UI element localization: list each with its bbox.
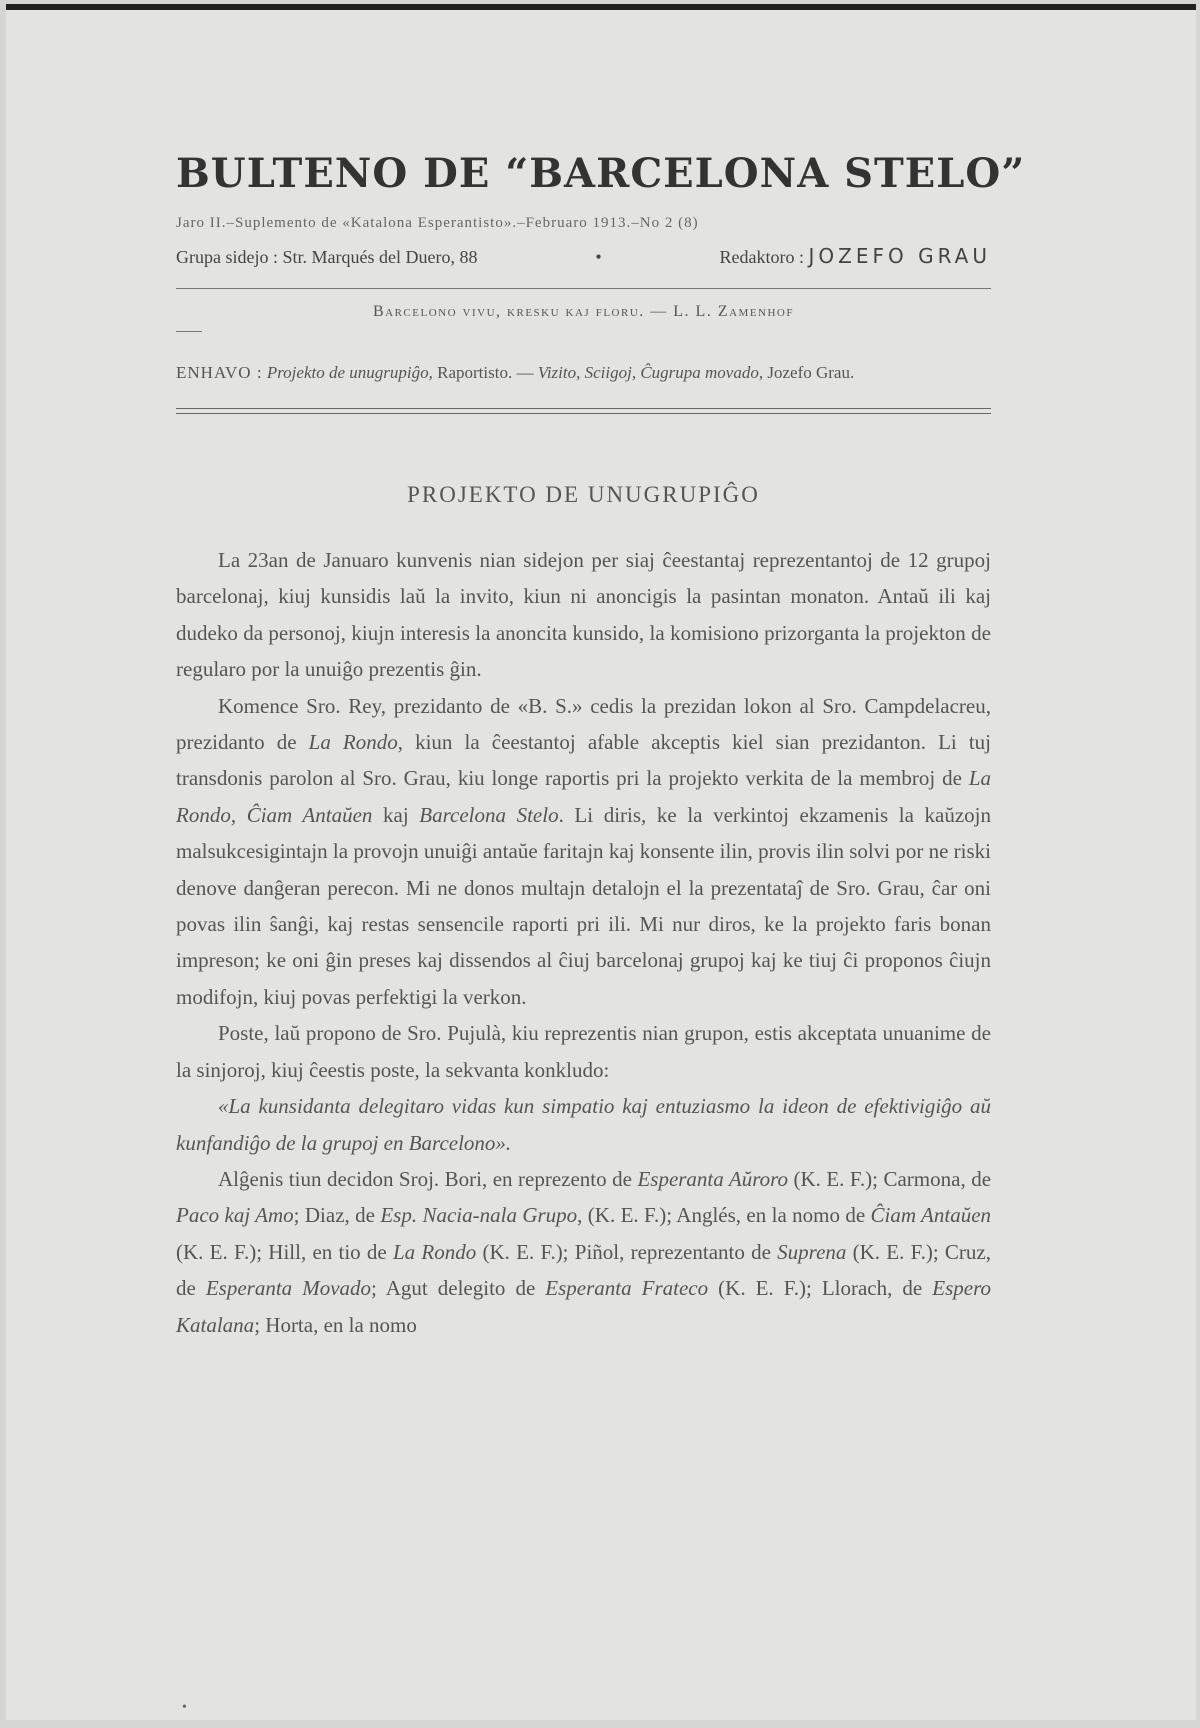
- contents-heading: ENHAVO :: [176, 363, 263, 382]
- paragraph-3: Poste, laŭ propono de Sro. Pujulà, kiu reprezentis nian grupon, estis akceptata unuanime de la sinjoroj, kiuj ĉeestis poste, la sekvanta konkludo:: [176, 1021, 991, 1082]
- contents-item-2-author: Jozefo Grau.: [767, 363, 855, 382]
- double-rule: [176, 408, 991, 414]
- contents-item-1: Projekto de unugrupiĝo,: [266, 363, 433, 382]
- quoted-conclusion: «La kunsidanta delegitaro vidas kun simpatio kaj entuziasmo la ideon de efektivigiĝo aŭ kunfandiĝo de la grupoj en Barcelono».: [176, 1094, 991, 1155]
- page-content: [176, 150, 1026, 1343]
- page-mark: •: [182, 1700, 187, 1715]
- separator-bullet: •: [595, 247, 602, 267]
- redaktoro: [720, 244, 991, 268]
- motto: Barcelono vivu, kresku kaj floru. — L. L. Zamenhof: [372, 303, 794, 320]
- article-body: [176, 542, 991, 1343]
- document-page: [6, 4, 1196, 1720]
- article-title: PROJEKTO DE UNUGRUPIĜO: [407, 482, 760, 507]
- redaktoro-name: JOZEFO GRAU: [808, 244, 991, 268]
- bulletin-title: BULTENO DE “BARCELONA STELO”: [176, 150, 1026, 197]
- contents-item-1-author: Raportisto. —: [437, 363, 534, 382]
- contents-list: [176, 358, 991, 388]
- contents-item-2: Vizito, Sciigoj, Ĉugrupa movado,: [537, 363, 764, 382]
- group-seat: Grupa sidejo : Str. Marqués del Duero, 88: [176, 247, 478, 267]
- short-divider: [176, 331, 202, 332]
- group-info-line: [176, 244, 991, 268]
- paragraph-4: Alĝenis tiun decidon Sroj. Bori, en reprezento de Esperanta Aŭroro (K. E. F.); Carmona, de Paco kaj Amo; Diaz, de Esp. Nacia-nala Grupo, (K. E. F.); Anglés, en la nomo de Ĉiam Antaŭen (K. E. F.); Hill, en tio de La Rondo (K. E. F.); Piñol, reprezentanto de Suprena (K. E. F.); Cruz, de Esperanta Movado; Agut delegito de Esperanta Frateco (K. E. F.); Llorach, de Espero Katalana; Horta, en la nomo: [176, 1166, 992, 1337]
- paragraph-1: La 23an de Januaro kunvenis nian sidejon per siaj ĉeestantaj reprezentantoj de 12 grupoj barcelonaj, kiuj kunsidis laŭ la invito, kiun ni anoncigis la pasintan monaton. Antaŭ ili kaj dudeko da personoj, kiujn interesis la anoncita kunsido, la komisiono prizorganta la projekton de regularo por la unuiĝo prezentis ĝin.: [176, 548, 991, 682]
- header-rule: [176, 288, 991, 289]
- paragraph-2: Komence Sro. Rey, prezidanto de «B. S.» cedis la prezidan lokon al Sro. Campdelacreu, prezidanto de La Rondo, kiun la ĉeestantoj afable akceptis kiel sian prezidanton. Li tuj transdonis parolon al Sro. Grau, kiu longe raportis pri la projekto verkita de la membroj de La Rondo, Ĉiam Antaŭen kaj Barcelona Stelo. Li diris, ke la verkintoj ekzamenis la kaŭzojn malsukcesigintajn la provojn unuiĝi antaŭe faritajn kaj konsente ilin, provis ilin solvi por ne riski denove danĝeran perecon. Mi ne donos multajn detalojn el la prezentataĵ de Sro. Grau, ĉar oni povas ilin ŝanĝi, kaj restas sensencile raporti pri ili. Mi nur diros, ke la projekto faris bonan impreson; ke oni ĝin preses kaj dissendos al ĉiuj barcelonaj grupoj kaj ke tiuj ĉi proponos ĉiujn modifojn, kiuj povas perfektigi la verkon.: [176, 693, 991, 1009]
- redaktoro-label: Redaktoro :: [719, 247, 804, 267]
- issue-line: Jaro II.–Suplemento de «Katalona Esperantisto».–Februaro 1913.–No 2 (8): [176, 215, 699, 231]
